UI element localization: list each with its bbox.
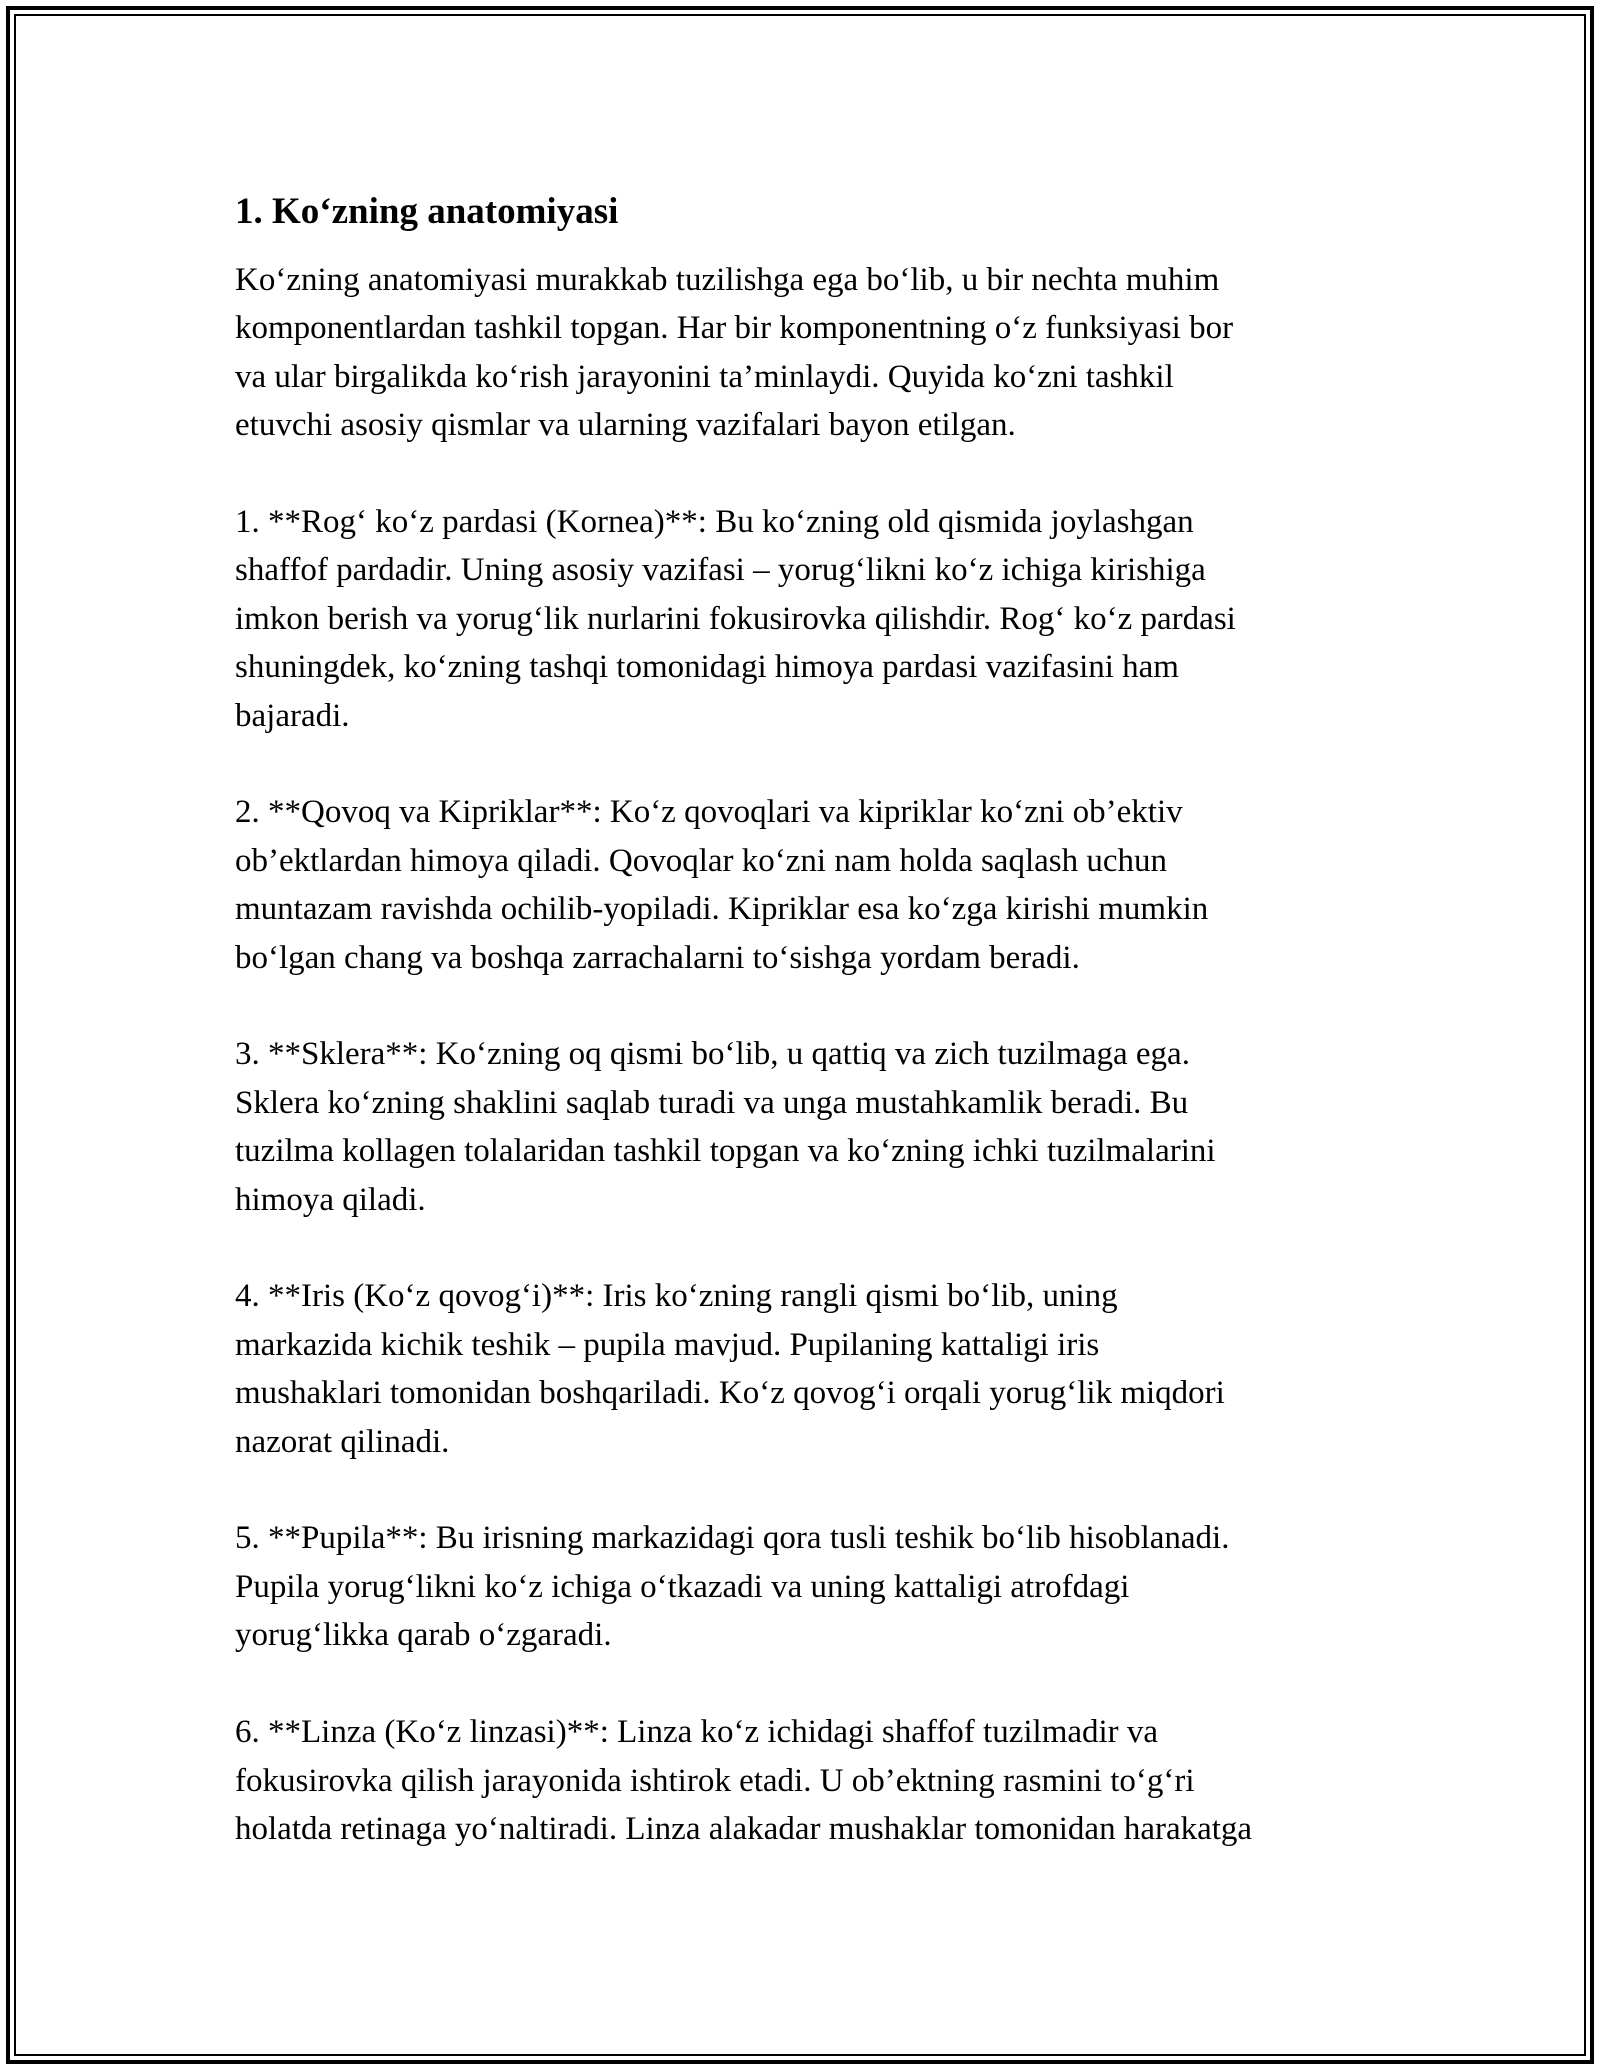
- paragraph-iris: 4. **Iris (Ko‘z qovog‘i)**: Iris ko‘zning rangli qismi bo‘lib, uning markazida kichik teshik – pupila mavjud. Pupilaning kattaligi iris mushaklari tomonidan boshqariladi. Ko‘z qovog‘i orqali yorug‘lik miqdori nazorat qilinadi.: [235, 1278, 1225, 1460]
- paragraph-kornea: 1. **Rog‘ ko‘z pardasi (Kornea)**: Bu ko‘zning old qismida joylashgan shaffof pardadir. Uning asosiy vazifasi – yorug‘likni ko‘z ichiga kirishiga imkon berish va yorug‘lik nurlarini fokusirovka qilishdir. Rog‘ ko‘z pardasi shuningdek, ko‘zning tashqi tomonidagi himoya pardasi vazifasini ham bajaradi.: [235, 504, 1236, 734]
- paragraph-linza: 6. **Linza (Ko‘z linzasi)**: Linza ko‘z ichidagi shaffof tuzilmadir va fokusirovka qilish jarayonida ishtirok etadi. U ob’ektning rasmini to‘g‘ri holatda retinaga yo‘naltiradi. Linza alakadar mushaklar tomonidan harakatga: [235, 1714, 1253, 1847]
- section-heading: 1. Ko‘zning anatomiyasi: [235, 191, 619, 232]
- paragraph-intro: Ko‘zning anatomiyasi murakkab tuzilishga ega bo‘lib, u bir nechta muhim komponentlardan tashkil topgan. Har bir komponentning o‘z funksiyasi bor va ular birgalikda ko‘rish jarayonini ta’minlaydi. Quyida ko‘zni tashkil etuvchi asosiy qismlar va ularning vazifalari bayon etilgan.: [235, 262, 1234, 444]
- paragraph-qovoq-kipriklar: 2. **Qovoq va Kipriklar**: Ko‘z qovoqlari va kipriklar ko‘zni ob’ektiv ob’ektlardan himoya qiladi. Qovoqlar ko‘zni nam holda saqlash uchun muntazam ravishda ochilib-yopiladi. Kipriklar esa ko‘zga kirishi mumkin bo‘lgan chang va boshqa zarrachalarni to‘sishga yordam beradi.: [235, 794, 1209, 976]
- paragraph-pupila: 5. **Pupila**: Bu irisning markazidagi qora tusli teshik bo‘lib hisoblanadi. Pupila yorug‘likni ko‘z ichiga o‘tkazadi va uning kattaligi atrofdagi yorug‘likka qarab o‘zgaradi.: [235, 1520, 1230, 1654]
- paragraph-sklera: 3. **Sklera**: Ko‘zning oq qismi bo‘lib, u qattiq va zich tuzilmaga ega. Sklera ko‘zning shaklini saqlab turadi va unga mustahkamlik beradi. Bu tuzilma kollagen tolalaridan tashkil topgan va ko‘zning ichki tuzilmalarini himoya qiladi.: [235, 1036, 1216, 1218]
- document-body: [235, 188, 1415, 1902]
